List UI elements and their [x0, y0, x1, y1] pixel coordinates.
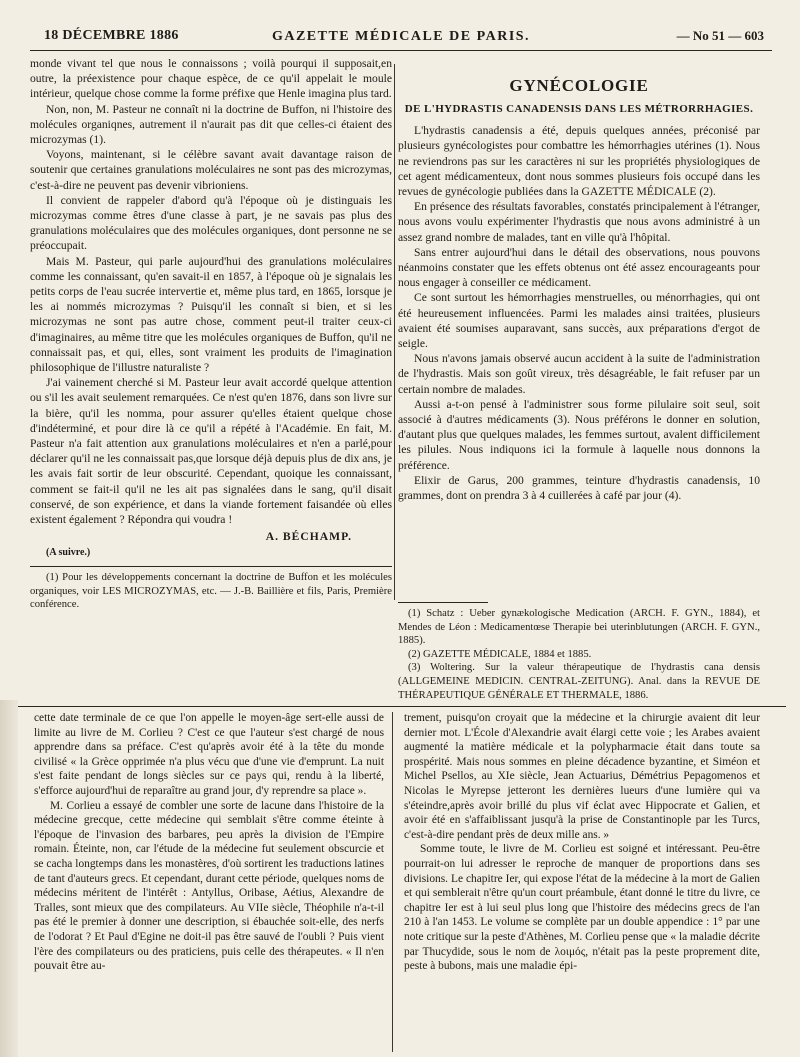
issue-number: — No 51 — 603 — [676, 28, 764, 43]
footnote: (3) Woltering. Sur la valeur thérapeutique de l'hydrastis cana densis (ALLGEMEINE MEDICIN. CENTRAL-ZEITUNG). Anal. dans la REVUE DE THÉRAPEUTIQUE GÉNÉRALE ET THERMALE, 1886. — [398, 662, 760, 701]
paragraph: Nous n'avons jamais observé aucun accident à la suite de l'administration de l'hydrastis. Mais son goût vireux, très désagréable, le fait refuser par un certain nombre de malades. — [398, 352, 760, 396]
paragraph: Ce sont surtout les hémorrhagies menstruelles, ou ménorrhagies, qui ont été heureusement influencées. Parmi les malades ainsi traitées, plusieurs avaient été soumises auparavant, sans succès, aux préparations d'ergot de seigle. — [398, 291, 760, 351]
paragraph: Il convient de rappeler d'abord qu'à l'époque où je distinguais les microzymas comme êtres d'une classe à part, je ne savais pas plus des granulations moléculaires que des molécules organiques, dont personne ne se préoccupait. — [30, 193, 392, 253]
paragraph: Sans entrer aujourd'hui dans le détail des observations, nous pouvons néanmoins constater que les effets obtenus ont été assez encourageants pour nous engager à conseiller ce médicament. — [398, 245, 760, 290]
footnote-divider — [398, 602, 488, 603]
paragraph: monde vivant tel que nous le connaissons ; voilà pourqui il supposait,en outre, la préexistence pour chaque espèce, de ce qu'il appelait le moule intérieur, quelque chose comme la forme préfixe que Henle imagina plus tard. — [30, 57, 392, 101]
journal-title: GAZETTE MÉDICALE DE PARIS. — [271, 29, 531, 44]
paragraph: L'hydrastis canadensis a été, depuis quelques années, préconisé par plusieurs gynécologistes pour combattre les hémorrhagies utérines (1). Nous ne reviendrons pas sur les caractères ni sur les propriétés physiologiques de cet agent médicamenteux, dont nous sommes plusieurs fois occupé dans les revues de gynécologie publiées dans la GAZETTE MÉDICALE (2). — [398, 124, 760, 199]
paragraph: Elixir de Garus, 200 grammes, teinture d'hydrastis canadensis, 10 grammes, dont on prendra 3 à 4 cuillerées à café par jour (4). — [398, 473, 760, 503]
author-signature: A. BÉCHAMP. — [265, 530, 352, 544]
bottom-right-column — [404, 711, 760, 1051]
paragraph: M. Corlieu a essayé de combler une sorte de lacune dans l'histoire de la médecine grecque, cette médecine qui semblait s'être comme éteinte à l'époque de l'invasion des barbares, peu après la division de l'Empire romain. Éteinte, non, car l'étude de la médecine fut seulement obscurcie et se cacha longtemps dans les monastères, d'où sortirent les traductions latines de tant d'auteurs grecs. Et cependant, durant cette période, quelques noms de médecins méritent de l'intérêt : Antyllus, Oribase, Aétius, Alexandre de Tralles, sont mieux que des compilateurs. Au VIIe siècle, Théophile n'a-t-il pas été le premier à donner une description, si ébauchée soit-elle, des nerfs de l'odorat ? Et Paul d'Egine ne doit-il pas être sauvé de l'oubli ? Puis vient l'ère des compilateurs ou des praticiens, puis celle des thérapeutes. « Il n'en pouvait être au- — [34, 799, 384, 973]
left-column — [30, 56, 392, 676]
right-column — [398, 56, 760, 601]
footnote: (1) Pour les développements concernant la doctrine de Buffon et les molécules organiques, voir LES MICROZYMAS, etc. — J.-B. Baillière et fils, Paris, Première conférence. — [30, 571, 392, 611]
paragraph: Mais M. Pasteur, qui parle aujourd'hui des granulations moléculaires comme les connaissant, qu'en savait-il en 1857, à l'époque où je signalais les petits corps de l'eau sucrée intervertie et, même plus tard, en 1865, lorsque je les ai nommés microzymas ? Puisqu'il les connaît si bien, et si les microzymas ne sont pas autre chose, comment peut-il traiter ceux-ci d'imaginaires, au même titre que les molécules organiques de Buffon, qu'il ne connaissait pas, et qui, elles, sont vraiment les produits de l'imagination philosophique de l'illustre naturaliste ? — [30, 254, 392, 375]
article-title: DE L'HYDRASTIS CANADENSIS DANS LES MÉTRORRHAGIES. — [404, 103, 754, 115]
column-divider — [394, 64, 395, 600]
bottom-left-column — [34, 711, 384, 1051]
paragraph: En présence des résultats favorables, constatés principalement à l'étranger, nous avons voulu expérimenter l'hydrastis que nous avons administré à un assez grand nombre de malades, tant en ville qu'à l'hôpital. — [398, 200, 760, 244]
section-divider — [8, 706, 786, 707]
section-title: GYNÉCOLOGIE — [509, 76, 649, 95]
footnote: (2) GAZETTE MÉDICALE, 1884 et 1885. — [408, 648, 592, 660]
to-be-continued: (A suivre.) — [46, 546, 91, 558]
page-edge-shadow — [0, 700, 18, 1057]
paragraph: Voyons, maintenant, si le célèbre savant avait davantage raison de soutenir que certaines granulations moléculaires ne sont pas des microzymas, c'est-à-dire ne peuvent pas devenir vibrioniens. — [30, 148, 392, 192]
footnote: (1) Schatz : Ueber gynækologische Medication (ARCH. F. GYN., 1884), et Mendes de Léon : Medicamentœse Therapie bei uterinblutungen (ARCH. F. GYN., 1885). — [398, 608, 760, 647]
paragraph: J'ai vainement cherché si M. Pasteur leur avait accordé quelque attention ou s'il les avait seulement remarquées. Ce n'est qu'en 1876, dans son livre sur la bière, qu'il les nomma, pour assurer qu'elles étaient quelque chose d'indéterminé, et pour dire là ce qu'il a répété à l'Académie. En fait, M. Pasteur n'a fait attention aux granulations moléculaires et n'en a parlé,pour déclarer qu'il ne les connaissait pas,que lorsque déjà depuis plus de dix ans, je les avais fait sortir de leur obscurité. Cependant, quoique les connaissant, comment se fait-il qu'il ne les ait pas signalées dans le sang, qu'il disait conservé, de son expérience, et dans la viande fortement faisandée où elles existent également ? Répondra qui voudra ! — [30, 376, 392, 527]
issue-date: 18 DÉCEMBRE 1886 — [44, 28, 179, 43]
paragraph: trement, puisqu'on croyait que la médecine et la chirurgie avaient dit leur dernier mot. L'École d'Alexandrie avait élargi cette voie ; les Arabes avaient augmenté la matière médicale et la polypharmacie était dans toute sa prospérité. Mais nous sommes en pleine décadence byzantine, et Siméon et Michel Psellos, au XIe siècle, Jean Actuarius, Démétrius Pepagomenos et Nicolas le Myrepse jetteront les dernières lueurs d'une lumière qui va s'éteindre,après avoir brillé du plus vif éclat avec Hippocrate et Galien, et avoir été en s'affaiblissant jusqu'à la prise de Constantinople par les Turcs, c'est-à-dire pendant près de deux mille ans. » — [404, 712, 760, 841]
page-header — [30, 26, 772, 51]
paragraph: Non, non, M. Pasteur ne connaît ni la doctrine de Buffon, ni l'histoire des molécules organiqnes, autrement il n'aurait pas dit que celles-ci étaient des microzymas (1). — [30, 102, 392, 147]
column-divider — [392, 712, 393, 1052]
right-footnotes — [398, 602, 760, 702]
paragraph: Somme toute, le livre de M. Corlieu est soigné et intéressant. Peu-être pourrait-on lui adresser le reproche de manquer de proportions dans ses divisions. Le chapitre Ier, qui expose l'état de la médecine à la mort de Galien et qui semblerait n'être qu'un court préambule, étant donné le titre du livre, ce chapitre Ier est à lui seul plus long que l'histoire des médecins grecs de l'an 210 à l'an 1453. Le volume se complète par un double appendice : 1° par une note critique sur la peste d'Athènes, M. Corlieu pense que « la maladie décrite par Thucydide, sous le nom de λοιμός, n'était pas la peste proprement dite, peste à bubons, mais une maladie épi- — [404, 843, 760, 973]
paragraph: cette date terminale de ce que l'on appelle le moyen-âge sert-elle aussi de limite au livre de M. Corlieu ? C'est ce que l'auteur s'est chargé de nous apprendre dans sa préface. C'est qu'après avoir été à la tête du monde civilisé « la Grèce opprimée n'a plus vécu que d'une vie d'emprunt. La nuit s'est faite pendant de longs siècles sur ce pays qui, rendu à la liberté, s'efforce aujourd'hui de reparaître au grand jour, d'y reprendre sa place ». — [34, 712, 384, 797]
footnote-divider — [30, 566, 392, 567]
paragraph: Aussi a-t-on pensé à l'administrer sous forme pilulaire soit seul, soit associé à d'autres médicaments (3). Nous préférons le donner en solution, d'autant plus que quelques malades, les femmes surtout, avalent difficilement les pilules. Nous indiquons ici la formule à laquelle nous donnons la préférence. — [398, 397, 760, 472]
